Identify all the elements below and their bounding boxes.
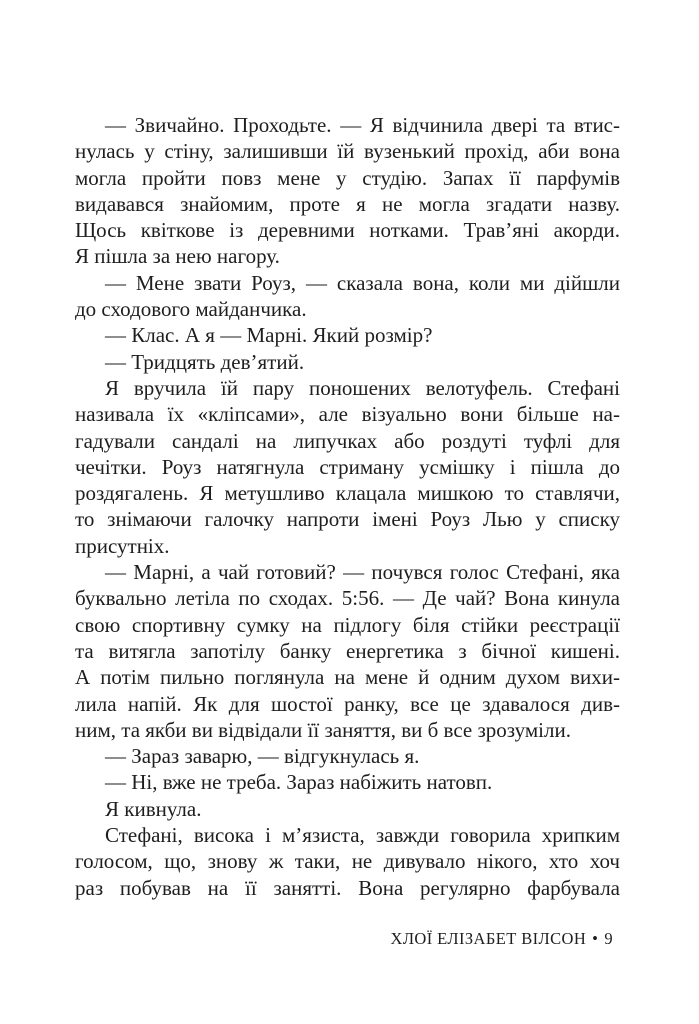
paragraph-line: називала їх «кліпсами», але візуально вони більше на- xyxy=(75,402,620,427)
paragraph-line: роздягалень. Я метушливо клацала мишкою то ставлячи, xyxy=(75,481,620,506)
paragraph-line: — Зараз заварю, — відгукнулась я. xyxy=(105,744,420,769)
paragraph-line: присутніх. xyxy=(75,533,170,558)
paragraph-line: А потім пильно поглянула на мене й одним духом вихи- xyxy=(75,665,620,690)
paragraph-line: до сходового майданчика. xyxy=(75,297,307,322)
paragraph-line: раз побував на її занятті. Вона регулярно фарбувала xyxy=(75,875,620,900)
paragraph-line: — Тридцять дев’ятий. xyxy=(105,349,305,374)
paragraph-line: — Мене звати Роуз, — сказала вона, коли ми дійшли xyxy=(105,270,620,295)
page-footer xyxy=(391,929,614,949)
paragraph-line: могла пройти повз мене у студію. Запах її парфумів xyxy=(75,165,620,190)
paragraph-line: свою спортивну сумку на підлогу біля стійки реєстрації xyxy=(75,612,620,637)
paragraph-line: гадували сандалі на липучках або роздуті туфлі для xyxy=(75,428,620,453)
paragraph-line: — Ні, вже не треба. Зараз набіжить натовп. xyxy=(105,770,493,795)
page-number: 9 xyxy=(604,929,613,948)
paragraph-line: Я вручила їй пару поношених велотуфель. Стефані xyxy=(105,375,620,400)
running-title: ХЛОЇ ЕЛІЗАБЕТ ВІЛСОН xyxy=(390,929,587,948)
paragraph-line: то знімаючи галочку напроти імені Роуз Лью у списку xyxy=(75,507,620,532)
paragraph-line: видавався знайомим, проте я не могла згадати назву. xyxy=(75,191,620,216)
paragraph-line: — Клас. А я — Марні. Який розмір? xyxy=(105,323,433,348)
paragraph-line: Стефані, висока і м’язиста, завжди говорила хрипким xyxy=(105,823,620,848)
footer-separator: • xyxy=(592,929,599,948)
paragraph-line: — Марні, а чай готовий? — почувся голос Стефані, яка xyxy=(105,560,620,585)
paragraph-line: — Звичайно. Проходьте. — Я відчинила двері та втис- xyxy=(105,113,620,137)
paragraph-line: та витягла запотілу банку енергетика з бічної кишені. xyxy=(75,638,620,663)
paragraph-line: чечітки. Роуз натягнула стриману усмішку і пішла до xyxy=(75,454,620,479)
paragraph-line: лила напій. Як для шостої ранку, все це здавалося див- xyxy=(75,691,620,716)
paragraph-line: Я кивнула. xyxy=(105,796,202,821)
paragraph-line: Я пішла за нею нагору. xyxy=(75,244,280,269)
paragraph-line: буквально летіла по сходах. 5:56. — Де чай? Вона кинула xyxy=(75,586,620,611)
paragraph-line: голосом, що, знову ж таки, не дивувало нікого, хто хоч xyxy=(75,849,620,874)
paragraph-line: Щось квіткове із деревними нотками. Трав’яні акорди. xyxy=(75,218,620,243)
body-text xyxy=(75,112,620,901)
paragraph-line: нулась у стіну, залишивши їй вузенький прохід, аби вона xyxy=(75,139,620,164)
paragraph-line: ним, та якби ви відвідали її заняття, ви б все зрозуміли. xyxy=(75,717,571,742)
